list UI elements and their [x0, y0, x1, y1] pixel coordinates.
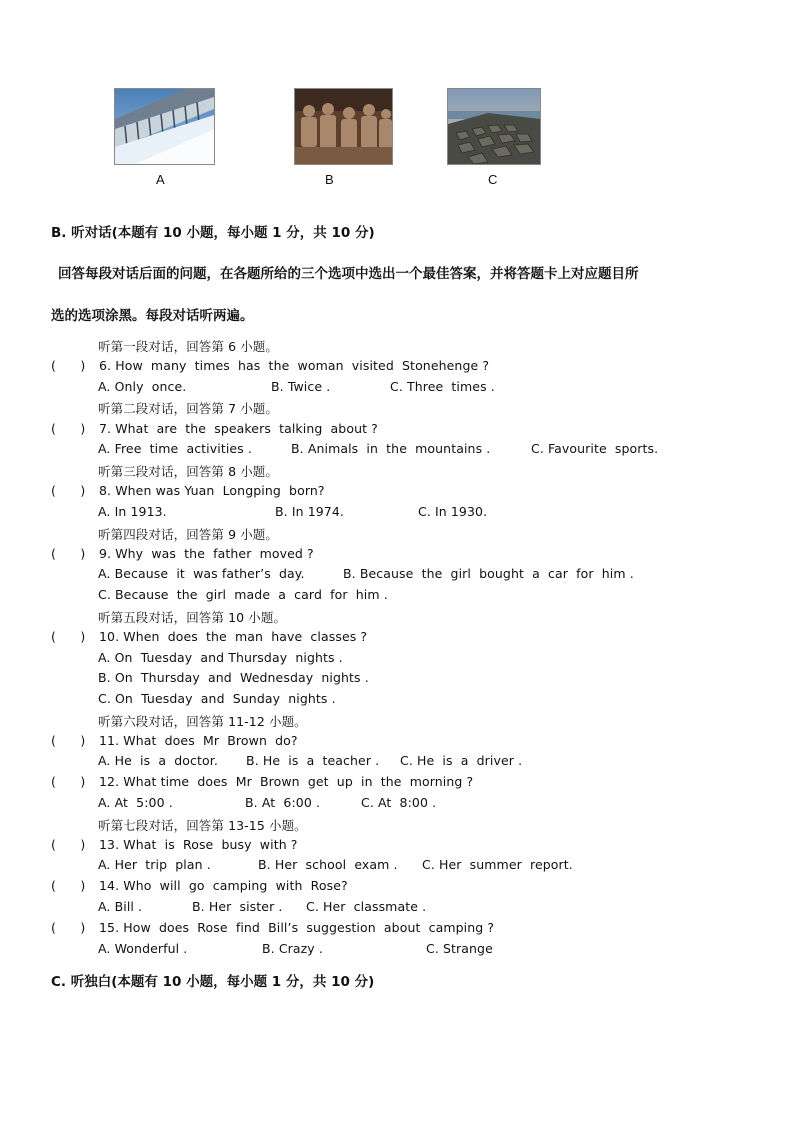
option-c: C. Because the girl made a card for him . [98, 587, 388, 602]
option-a: A. Free time activities . [98, 441, 252, 456]
option-b: B. On Thursday and Wednesday nights . [98, 670, 369, 685]
answer-blank[interactable]: ( ) [51, 920, 86, 935]
section-c-title: C. 听独白(本题有 10 小题，每小题 1 分，共 10 分) [51, 974, 375, 990]
option-b: B. In 1974. [275, 504, 344, 519]
dialogue-header: 听第七段对话，回答第 13-15 小题。 [98, 818, 307, 833]
answer-blank[interactable]: ( ) [51, 421, 86, 436]
answer-blank[interactable]: ( ) [51, 733, 86, 748]
option-b: B. Because the girl bought a car for him . [343, 566, 634, 581]
answer-blank[interactable]: ( ) [51, 483, 86, 498]
option-c: C. Three times . [390, 379, 495, 394]
picture-c-basalt [447, 88, 541, 165]
dialogue-header: 听第三段对话，回答第 8 小题。 [98, 464, 279, 479]
answer-blank[interactable]: ( ) [51, 837, 86, 852]
dialogue-header: 听第二段对话，回答第 7 小题。 [98, 401, 279, 416]
option-c: C. In 1930. [418, 504, 488, 519]
option-c: C. Strange [426, 941, 493, 956]
dialogue-header: 听第六段对话，回答第 11-12 小题。 [98, 714, 307, 729]
question-text: 7. What are the speakers talking about ? [99, 421, 378, 436]
option-a: A. Only once. [98, 379, 187, 394]
option-b: B. He is a teacher . [246, 753, 380, 768]
section-b-instruction-1: 回答每段对话后面的问题，在各题所给的三个选项中选出一个最佳答案，并将答题卡上对应题目所 [58, 266, 639, 282]
question-15 [51, 920, 494, 935]
option-b: B. Her school exam . [258, 857, 398, 872]
question-text: 11. What does Mr Brown do? [99, 733, 298, 748]
dialogue-header: 听第四段对话，回答第 9 小题。 [98, 527, 279, 542]
option-c: C. Favourite sports. [531, 441, 659, 456]
picture-b-warriors [294, 88, 393, 165]
option-a: A. In 1913. [98, 504, 167, 519]
option-c: C. On Tuesday and Sunday nights . [98, 691, 336, 706]
question-text: 6. How many times has the woman visited Stonehenge ? [99, 358, 490, 373]
picture-c-label: C [488, 172, 498, 187]
question-text: 13. What is Rose busy with ? [99, 837, 298, 852]
option-a: A. On Tuesday and Thursday nights . [98, 650, 343, 665]
option-b: B. Her sister . [192, 899, 283, 914]
option-b: B. At 6:00 . [245, 795, 321, 810]
question-8 [51, 483, 325, 498]
option-a: A. Bill . [98, 899, 143, 914]
option-c: C. At 8:00 . [361, 795, 437, 810]
section-b-instruction-2: 选的选项涂黑。每段对话听两遍。 [51, 308, 254, 324]
section-b-title: B. 听对话(本题有 10 小题，每小题 1 分，共 10 分) [51, 225, 375, 241]
question-14 [51, 878, 348, 893]
picture-a-label: A [156, 172, 165, 187]
answer-blank[interactable]: ( ) [51, 546, 86, 561]
question-11 [51, 733, 298, 748]
question-text: 15. How does Rose find Bill’s suggestion about camping ? [99, 920, 495, 935]
option-a: A. Her trip plan . [98, 857, 211, 872]
option-a: A. He is a doctor. [98, 753, 218, 768]
question-9 [51, 546, 314, 561]
picture-a-dam [114, 88, 215, 165]
question-13 [51, 837, 298, 852]
answer-blank[interactable]: ( ) [51, 629, 86, 644]
answer-blank[interactable]: ( ) [51, 774, 86, 789]
answer-blank[interactable]: ( ) [51, 358, 86, 373]
dialogue-header: 听第一段对话，回答第 6 小题。 [98, 339, 279, 354]
question-text: 12. What time does Mr Brown get up in the morning ? [99, 774, 474, 789]
question-text: 10. When does the man have classes ? [99, 629, 368, 644]
option-a: A. Wonderful . [98, 941, 188, 956]
answer-blank[interactable]: ( ) [51, 878, 86, 893]
option-c: C. Her summer report. [422, 857, 573, 872]
question-10 [51, 629, 367, 644]
dialogue-header: 听第五段对话，回答第 10 小题。 [98, 610, 287, 625]
picture-b-label: B [325, 172, 334, 187]
option-c: C. He is a driver . [400, 753, 523, 768]
question-text: 14. Who will go camping with Rose? [99, 878, 348, 893]
question-7 [51, 421, 378, 436]
option-b: B. Crazy . [262, 941, 323, 956]
option-c: C. Her classmate . [306, 899, 427, 914]
question-12 [51, 774, 473, 789]
question-6 [51, 358, 489, 373]
option-a: A. At 5:00 . [98, 795, 173, 810]
option-a: A. Because it was father’s day. [98, 566, 305, 581]
option-b: B. Twice . [271, 379, 331, 394]
question-text: 8. When was Yuan Longping born? [99, 483, 325, 498]
question-text: 9. Why was the father moved ? [99, 546, 314, 561]
option-b: B. Animals in the mountains . [291, 441, 491, 456]
